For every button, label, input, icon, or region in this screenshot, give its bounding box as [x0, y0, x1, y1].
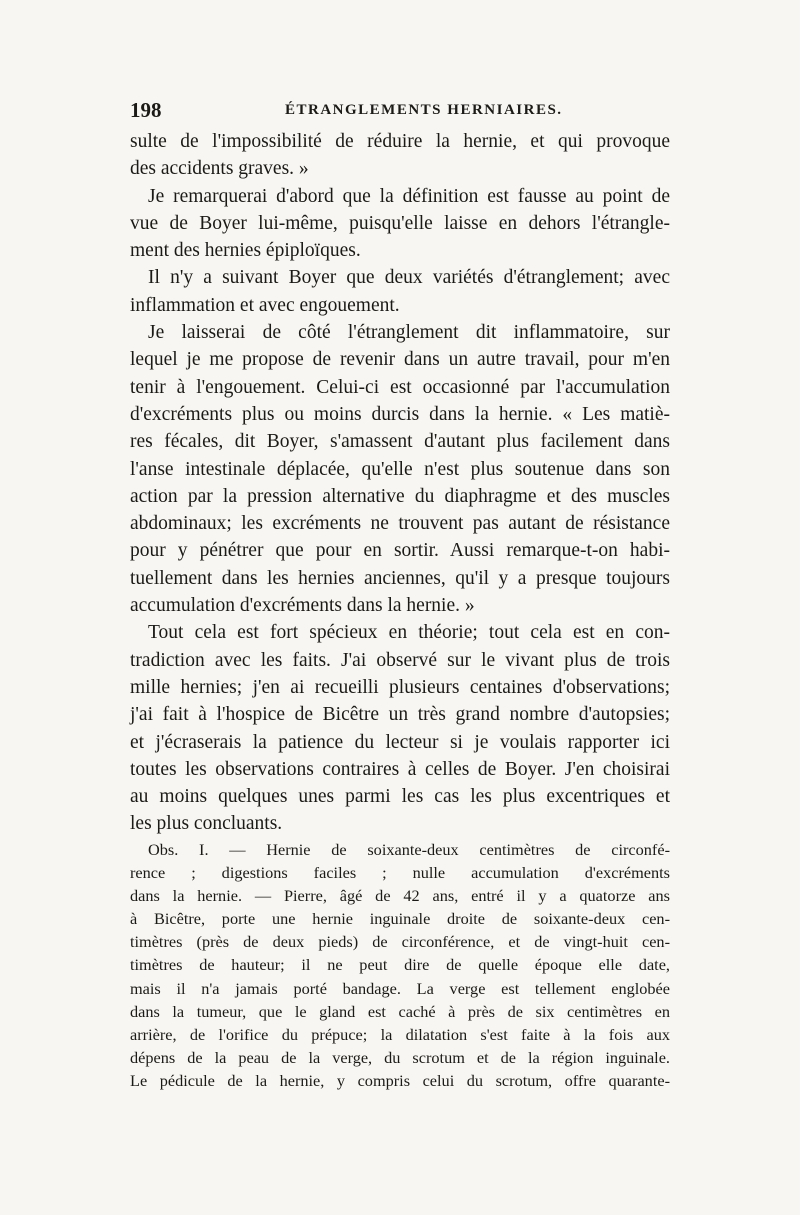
text-line: tradiction avec les faits. J'ai observé sur le vivant plus de trois	[130, 649, 670, 671]
text-line: tuellement dans les hernies anciennes, qu'il y a presque toujours	[130, 567, 670, 589]
text-line: tenir à l'engouement. Celui-ci est occasionné par l'accumulation	[130, 376, 670, 398]
text-line: action par la pression alternative du diaphragme et des muscles	[130, 485, 670, 507]
text-line: l'anse intestinale déplacée, qu'elle n'est plus soutenue dans son	[130, 458, 670, 480]
observation-line: rence ; digestions faciles ; nulle accumulation d'excréments	[130, 863, 670, 883]
main-text	[130, 128, 670, 838]
observation-line: mais il n'a jamais porté bandage. La verge est tellement englobée	[130, 978, 670, 998]
text-line: et j'écraserais la patience du lecteur si je voulais rapporter ici	[130, 731, 670, 753]
text-line: les plus concluants.	[130, 813, 283, 835]
page-header	[130, 98, 670, 124]
text-line: inflammation et avec engouement.	[130, 294, 400, 316]
observation-line: à Bicêtre, porte une hernie inguinale droite de soixante-deux cen-	[130, 909, 670, 929]
observation-line: dans la tumeur, que le gland est caché à près de six centimètres en	[130, 1001, 670, 1021]
observation-line: timètres de hauteur; il ne peut dire de quelle époque elle date,	[130, 955, 670, 975]
text-line: d'excréments plus ou moins durcis dans la hernie. « Les matiè-	[130, 403, 670, 425]
observation-line: Obs. I. — Hernie de soixante-deux centimètres de circonfé-	[148, 840, 670, 859]
page-number: 198	[130, 98, 162, 122]
text-line: j'ai fait à l'hospice de Bicêtre un très grand nombre d'autopsies;	[130, 704, 670, 726]
observation-line: timètres (près de deux pieds) de circonférence, et de vingt-huit cen-	[130, 932, 670, 952]
text-line: pour y pénétrer que pour en sortir. Aussi remarque-t-on habi-	[130, 540, 670, 562]
text-line: lequel je me propose de revenir dans un autre travail, pour m'en	[130, 349, 670, 371]
observation-line: dépens de la peau de la verge, du scrotum et de la région inguinale.	[130, 1047, 670, 1067]
observation-line: dans la hernie. — Pierre, âgé de 42 ans, entré il y a quatorze ans	[130, 886, 670, 906]
text-line: Je remarquerai d'abord que la définition est fausse au point de	[148, 185, 670, 207]
observation-line: Le pédicule de la hernie, y compris celui du scrotum, offre quarante-	[130, 1070, 670, 1090]
text-line: toutes les observations contraires à celles de Boyer. J'en choisirai	[130, 758, 670, 780]
observation-line: arrière, de l'orifice du prépuce; la dilatation s'est faite à la fois aux	[130, 1024, 670, 1044]
text-line: mille hernies; j'en ai recueilli plusieurs centaines d'observations;	[130, 676, 670, 698]
text-line: accumulation d'excréments dans la hernie. »	[130, 595, 475, 617]
text-line: ment des hernies épiploïques.	[130, 240, 361, 262]
text-line: Il n'y a suivant Boyer que deux variétés d'étranglement; avec	[148, 267, 670, 289]
text-line: Tout cela est fort spécieux en théorie; tout cela est en con-	[148, 622, 670, 644]
text-line: au moins quelques unes parmi les cas les plus excentriques et	[130, 786, 670, 808]
text-line: vue de Boyer lui-même, puisqu'elle laisse en dehors l'étrangle-	[130, 212, 670, 234]
text-line: Je laisserai de côté l'étranglement dit inflammatoire, sur	[148, 322, 670, 344]
text-line: abdominaux; les excréments ne trouvent pas autant de résistance	[130, 513, 670, 535]
observation-paragraph	[130, 838, 670, 1092]
running-head: ÉTRANGLEMENTS HERNIAIRES.	[285, 102, 563, 118]
text-line: res fécales, dit Boyer, s'amassent d'autant plus facilement dans	[130, 431, 670, 453]
text-line: des accidents graves. »	[130, 158, 309, 180]
text-line: sulte de l'impossibilité de réduire la hernie, et qui provoque	[130, 131, 670, 152]
